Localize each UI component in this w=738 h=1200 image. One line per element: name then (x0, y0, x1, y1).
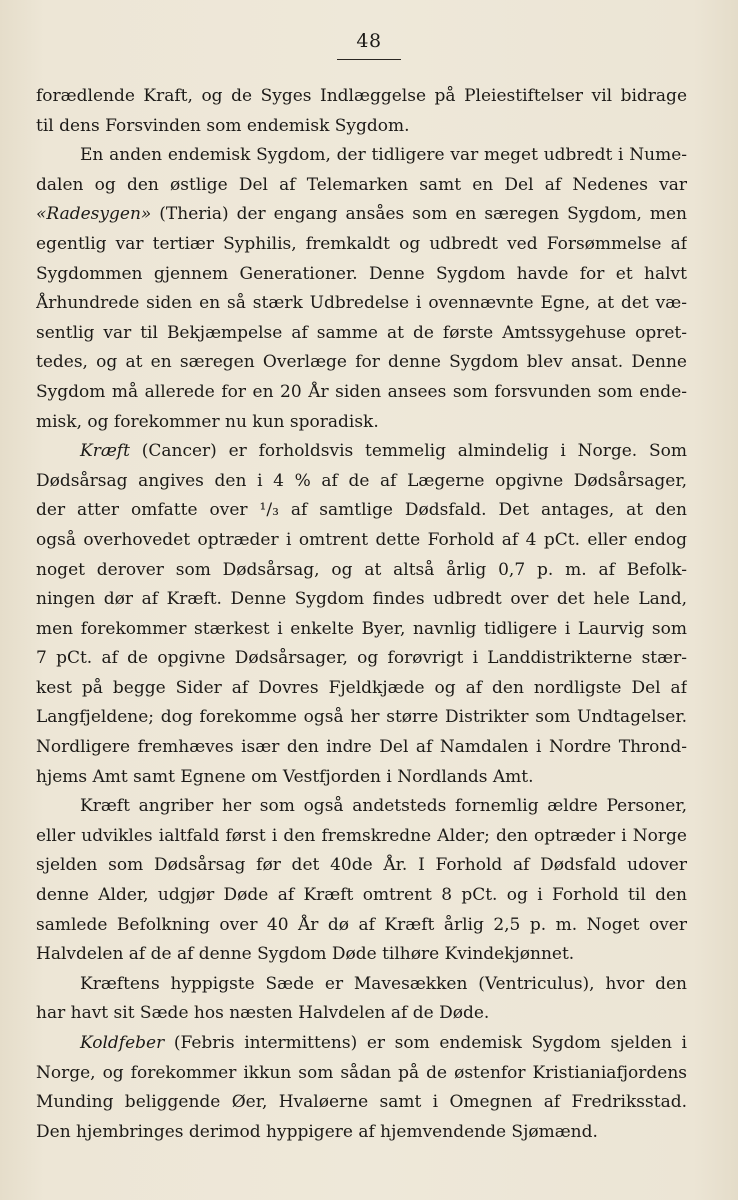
text-line (36, 881, 687, 911)
text-line (36, 141, 687, 171)
paragraph (36, 141, 687, 437)
text-line (36, 703, 687, 733)
text-line (36, 615, 687, 645)
page-number: 48 (356, 30, 382, 52)
text-line (36, 378, 687, 408)
italic-term: Koldfeber (80, 1033, 165, 1053)
text-line (36, 112, 687, 142)
text-line (36, 289, 687, 319)
line-text: hjems Amt samt Egnene om Vestfjorden i Nordlands Amt. (36, 766, 534, 787)
paragraph (36, 437, 687, 792)
line-text: Århundrede siden en så stærk Udbredelse i ovennævnte Egne, at det væ- (36, 293, 687, 314)
text-line (36, 348, 687, 378)
line-text: (Cancer) er forholdsvis temmelig almindelig i Norge. Som (129, 441, 687, 462)
paragraph (36, 792, 687, 970)
line-text: Halvdelen af de af denne Sygdom Døde tilhøre Kvindekjønnet. (36, 944, 575, 965)
line-text: Sygdom må allerede for en 20 År siden ansees som forsvunden som ende- (36, 381, 687, 402)
line-text: sjelden som Dødsårsag før det 40de År. I Forhold af Dødsfald udover (36, 855, 687, 876)
text-line (36, 911, 687, 941)
text-line (36, 763, 687, 793)
text-line (36, 319, 687, 349)
line-text: samlede Befolkning over 40 År dø af Kræft årlig 2,5 p. m. Noget over (36, 914, 687, 935)
line-text: egentlig var tertiær Syphilis, fremkaldt og udbredt ved Forsømmelse af (36, 233, 687, 254)
line-text: Nordligere fremhæves især den indre Del af Namdalen i Nordre Thrond- (36, 737, 687, 758)
text-line (36, 556, 687, 586)
line-text: ningen dør af Kræft. Denne Sygdom findes udbredt over det hele Land, (36, 589, 687, 610)
text-line (36, 585, 687, 615)
text-line (36, 644, 687, 674)
line-text: Langfjeldene; dog forekomme også her større Distrikter som Undtagelser. (36, 707, 687, 728)
line-text: men forekommer stærkest i enkelte Byer, navnlig tidligere i Laurvig som (36, 618, 687, 639)
line-text: Den hjembringes derimod hyppigere af hjemvendende Sjømænd. (36, 1121, 598, 1142)
italic-term: «Radesygen» (36, 204, 152, 225)
text-line (36, 526, 687, 556)
paragraph (36, 970, 687, 1029)
text-line (36, 1059, 687, 1089)
line-text: eller udvikles ialtfald først i den fremskredne Alder; den optræder i Norge (36, 825, 687, 846)
text-line (36, 230, 687, 260)
text-line (36, 1029, 687, 1059)
text-line (36, 999, 687, 1029)
line-text: Kræft angriber her som også andetsteds fornemlig ældre Personer, (80, 796, 687, 817)
text-line (36, 674, 687, 704)
page-number-rule (337, 59, 401, 60)
line-text: (Febris intermittens) er som endemisk Sygdom sjelden i (164, 1033, 687, 1053)
line-text: misk, og forekommer nu kun sporadisk. (36, 411, 379, 432)
text-line (36, 822, 687, 852)
text-line (36, 940, 687, 970)
line-text: Kræftens hyppigste Sæde er Mavesækken (Ventriculus), hvor den (80, 973, 687, 994)
line-text: sentlig var til Bekjæmpelse af samme at de første Amtssygehuse opret- (36, 322, 687, 343)
line-text: dalen og den østlige Del af Telemarken samt en Del af Nedenes var (36, 174, 687, 195)
paragraph (36, 1029, 687, 1147)
line-text: denne Alder, udgjør Døde af Kræft omtrent 8 pCt. og i Forhold til den (36, 885, 687, 906)
text-line (36, 408, 687, 438)
line-text: kest på begge Sider af Dovres Fjeldkjæde og af den nordligste Del af (36, 677, 687, 698)
text-line (36, 496, 687, 526)
line-text: noget derover som Dødsårsag, og at altså årlig 0,7 p. m. af Befolk- (36, 559, 687, 580)
italic-term: Kræft (80, 441, 130, 462)
line-text: (Theria) der engang ansåes som en særegen Sygdom, men (151, 204, 687, 225)
line-text: forædlende Kraft, og de Syges Indlæggelse på Pleiestiftelser vil bidrage (36, 86, 687, 106)
body-text (36, 82, 687, 1147)
text-line (36, 792, 687, 822)
text-line (36, 1118, 687, 1148)
text-line (36, 82, 687, 112)
line-text: til dens Forsvinden som endemisk Sygdom. (36, 115, 410, 136)
text-line (36, 260, 687, 290)
line-text: tedes, og at en særegen Overlæge for denne Sygdom blev ansat. Denne (36, 352, 687, 373)
text-line (36, 171, 687, 201)
text-line (36, 851, 687, 881)
line-text: der atter omfatte over ¹/₃ af samtlige Dødsfald. Det antages, at den (36, 500, 687, 521)
text-line (36, 970, 687, 1000)
paragraph (36, 82, 687, 141)
text-line (36, 467, 687, 497)
text-line (36, 1088, 687, 1118)
line-text: også overhovedet optræder i omtrent dette Forhold af 4 pCt. eller endog (36, 529, 687, 550)
line-text: Dødsårsag angives den i 4 % af de af Lægerne opgivne Dødsårsager, (36, 470, 687, 491)
text-line (36, 200, 687, 230)
line-text: Munding beliggende Øer, Hvaløerne samt i Omegnen af Fredriksstad. (36, 1092, 687, 1113)
line-text: har havt sit Sæde hos næsten Halvdelen af de Døde. (36, 1003, 490, 1024)
text-line (36, 733, 687, 763)
line-text: En anden endemisk Sygdom, der tidligere var meget udbredt i Nume- (80, 145, 687, 166)
line-text: Norge, og forekommer ikkun som sådan på de østenfor Kristianiafjordens (36, 1062, 687, 1083)
line-text: 7 pCt. af de opgivne Dødsårsager, og forøvrigt i Landdistrikterne stær- (36, 648, 687, 669)
text-line (36, 437, 687, 467)
line-text: Sygdommen gjennem Generationer. Denne Sygdom havde for et halvt (36, 263, 687, 284)
